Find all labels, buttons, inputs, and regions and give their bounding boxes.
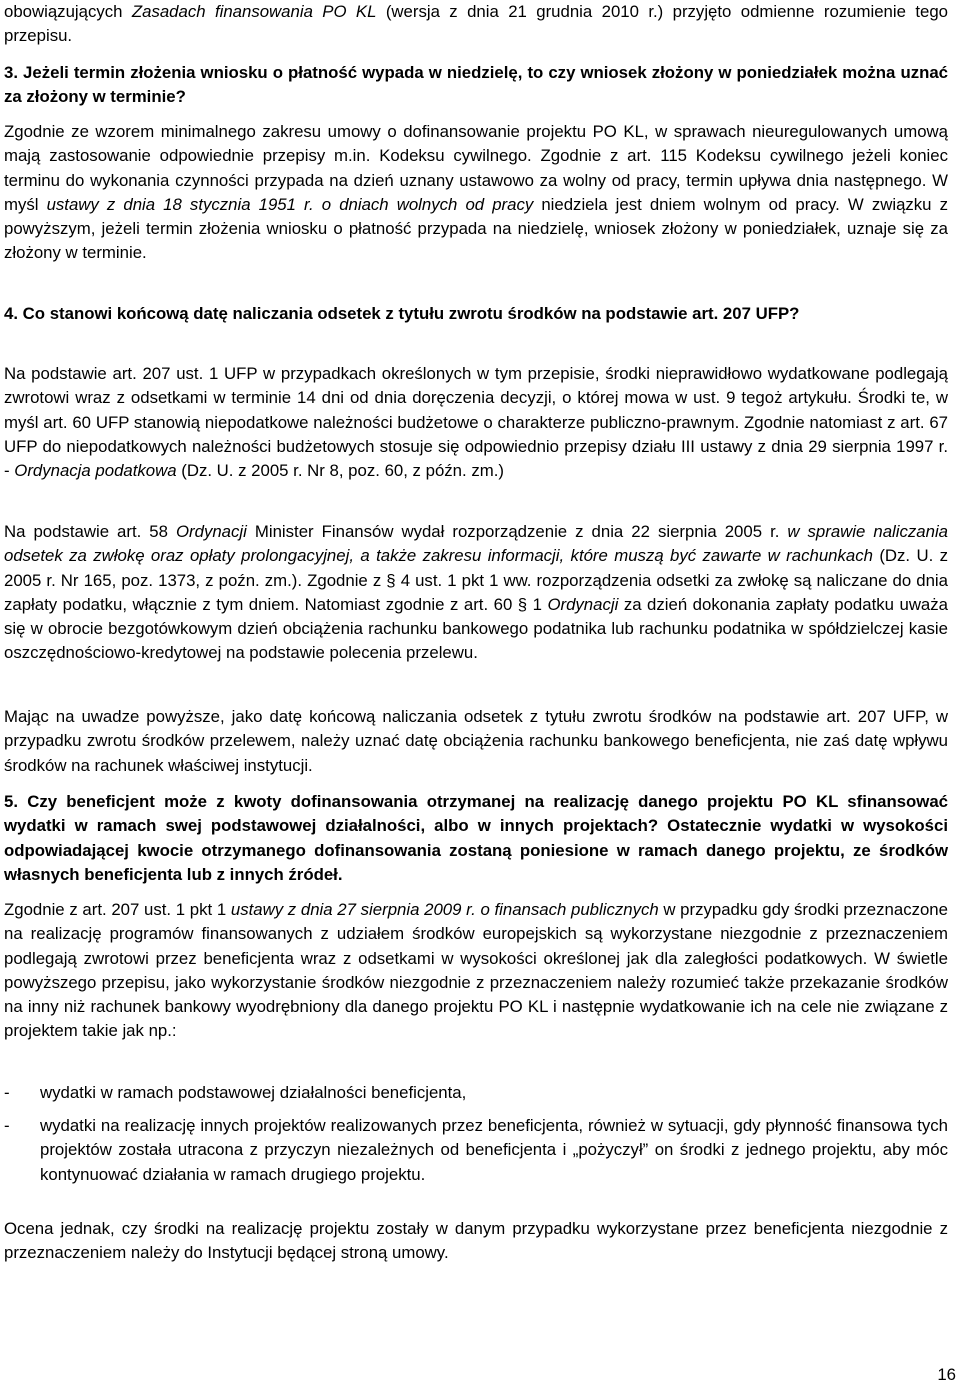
answer-4-paragraph-2: [4, 520, 948, 666]
italic-text: Zasadach finansowania PO KL: [131, 2, 377, 21]
text-run: Mając na uwadze powyższe, jako datę końcową naliczania odsetek z tytułu zwrotu środków na podstawie art. 207 UFP, w przypadku zwrotu środków przelewem, należy uznać datę obciążenia rachunku bankowego beneficjenta, nie zaś datę wpływu środków na rachunek właściwej instytucji.: [4, 707, 948, 775]
answer-4-conclusion: [4, 705, 948, 778]
italic-text: ustawy z dnia 27 sierpnia 2009 r. o finansach publicznych: [230, 900, 659, 919]
text-run: 3. Jeżeli termin złożenia wniosku o płatność wypada w niedzielę, to czy wniosek złożony w poniedziałek można uznać za złożony w terminie?: [4, 63, 948, 107]
answer-5: [4, 898, 948, 1044]
text-run: obowiązujących: [4, 2, 132, 21]
text-run: Minister Finansów wydał rozporządzenie z dnia 22 sierpnia 2005 r.: [246, 522, 788, 541]
text-run: 4. Co stanowi końcową datę naliczania odsetek z tytułu zwrotu środków na podstawie art. 207 UFP?: [4, 304, 800, 323]
page-number: 16: [937, 1365, 956, 1384]
text-run: wydatki w ramach podstawowej działalności beneficjenta,: [40, 1083, 467, 1102]
answer-4-paragraph-1: [4, 362, 948, 483]
italic-text: Ordynacja podatkowa: [14, 461, 177, 481]
text-run: (wersja z dnia 21 grudnia 2010 r.) przyjęto odmienne rozumienie tego przepisu.: [4, 2, 948, 46]
italic-text: Ordynacji: [175, 522, 247, 541]
italic-text: w sprawie naliczania odsetek za zwłokę oraz opłaty prolongacyjnej, a także zakresu informacji, które muszą być zawarte w rachunkach: [4, 522, 949, 566]
question-4: [4, 302, 948, 326]
text-run: za dzień dokonania zapłaty podatku uważa się w obrocie bezgotówkowym dzień obciążenia rachunku bankowego podatnika lub rachunku podatnika w spółdzielczej kasie oszczędnościowo-kredytowej na podstawie polecenia przelewu.: [4, 594, 948, 663]
list-item-text: [40, 1081, 948, 1105]
text-run: Ocena jednak, czy środki na realizację projektu zostały w danym przypadku wykorzystane przez beneficjenta niezgodnie z przeznaczeniem należy do Instytucji będącej stroną umowy.: [4, 1219, 948, 1263]
text-run: wydatki na realizację innych projektów realizowanych przez beneficjenta, również w sytuacji, gdy płynność finansowa tych projektów została utracona z przyczyn niezależnych od beneficjenta i „pożyczył” on środki z jednego projektu, aby móc kontynuować działania w ramach drugiego projektu.: [40, 1116, 948, 1184]
text-run: Na podstawie art. 207 ust. 1 UFP w przypadkach określonych w tym przepisie, środki nieprawidłowo wydatkowane podlegają zwrotowi wraz z odsetkami w terminie 14 dni od dnia doręczenia decyzji, o której mowa w ust. 9 tegoż artykułu. Środki te, w myśl art. 60 UFP stanowią niepodatkowe należności budżetowe o charakterze publiczno-prawnym. Zgodnie natomiast z art. 67 UFP do niepodatkowych należności budżetowych stosuje się odpowiednio przepisy działu III ustawy z dnia 29 sierpnia 1997 r. -: [4, 364, 948, 481]
text-run: w przypadku gdy środki przeznaczone na realizację programów finansowanych z udziałem środków europejskich są wykorzystane niezgodnie z przeznaczeniem podlegają zwrotowi przez beneficjenta wraz z odsetkami w wysokości określonej jak dla zaległości podatkowych. W świetle powyższego przepisu, jako wykorzystanie środków niezgodnie z przeznaczeniem należy rozumieć także przekazanie środków na inny niż rachunek bankowy wyodrębniony dla danego projektu PO KL i następnie wydatkowanie ich na cele nie związane z projektem takie jak np.:: [4, 900, 948, 1041]
text-run: Zgodnie z art. 207 ust. 1 pkt 1: [4, 900, 231, 919]
list-item: [4, 1081, 948, 1105]
text-run: niedziela jest dniem wolnym od pracy. W związku z powyższym, jeżeli termin złożenia wniosku o płatność przypada na niedzielę, wniosek złożony w poniedziałek, uznaje się za złożony w terminie.: [4, 194, 948, 263]
list-item: [4, 1114, 948, 1187]
answer-5-conclusion: [4, 1217, 948, 1266]
question-5: [4, 790, 948, 887]
italic-text: Ordynacji: [547, 594, 619, 614]
text-run: Na podstawie art. 58: [4, 522, 176, 541]
answer-3: [4, 120, 948, 266]
text-run: (Dz. U. z 2005 r. Nr 8, poz. 60, z późn. zm.): [176, 461, 504, 481]
text-run: (Dz. U. z 2005 r. Nr 165, poz. 1373, z poźn. zm.). Zgodnie z § 4 ust. 1 pkt 1 ww. rozporządzenia odsetki za zwłokę są naliczane do dnia zapłaty podatku, włącznie z tym dniem. Natomiast zgodnie z art. 60 § 1: [4, 546, 949, 614]
text-run: 5. Czy beneficjent może z kwoty dofinansowania otrzymanej na realizację danego projektu PO KL sfinansować wydatki w ramach swej podstawowej działalności, albo w innych projektach? Ostatecznie wydatki w wysokości odpowiadającej kwocie otrzymanego dofinansowania zostaną poniesione w ramach danego projektu, ze środków własnych beneficjenta lub z innych źródeł.: [4, 792, 948, 884]
list-dash: -: [4, 1116, 10, 1135]
italic-text: ustawy z dnia 18 stycznia 1951 r. o dniach wolnych od pracy: [46, 194, 534, 214]
list-item-text: [40, 1114, 948, 1187]
paragraph-intro: [4, 0, 948, 49]
list-dash: -: [4, 1083, 10, 1102]
text-run: Zgodnie ze wzorem minimalnego zakresu umowy o dofinansowanie projektu PO KL, w sprawach nieuregulowanych umową mają zastosowanie odpowiednie przepisy m.in. Kodeksu cywilnego. Zgodnie z art. 115 Kodeksu cywilnego jeżeli koniec terminu do wykonania czynności przypada na dzień uznany ustawowo za wolny od pracy, termin upływa dnia następnego. W myśl: [4, 122, 948, 214]
question-3: [4, 61, 948, 110]
